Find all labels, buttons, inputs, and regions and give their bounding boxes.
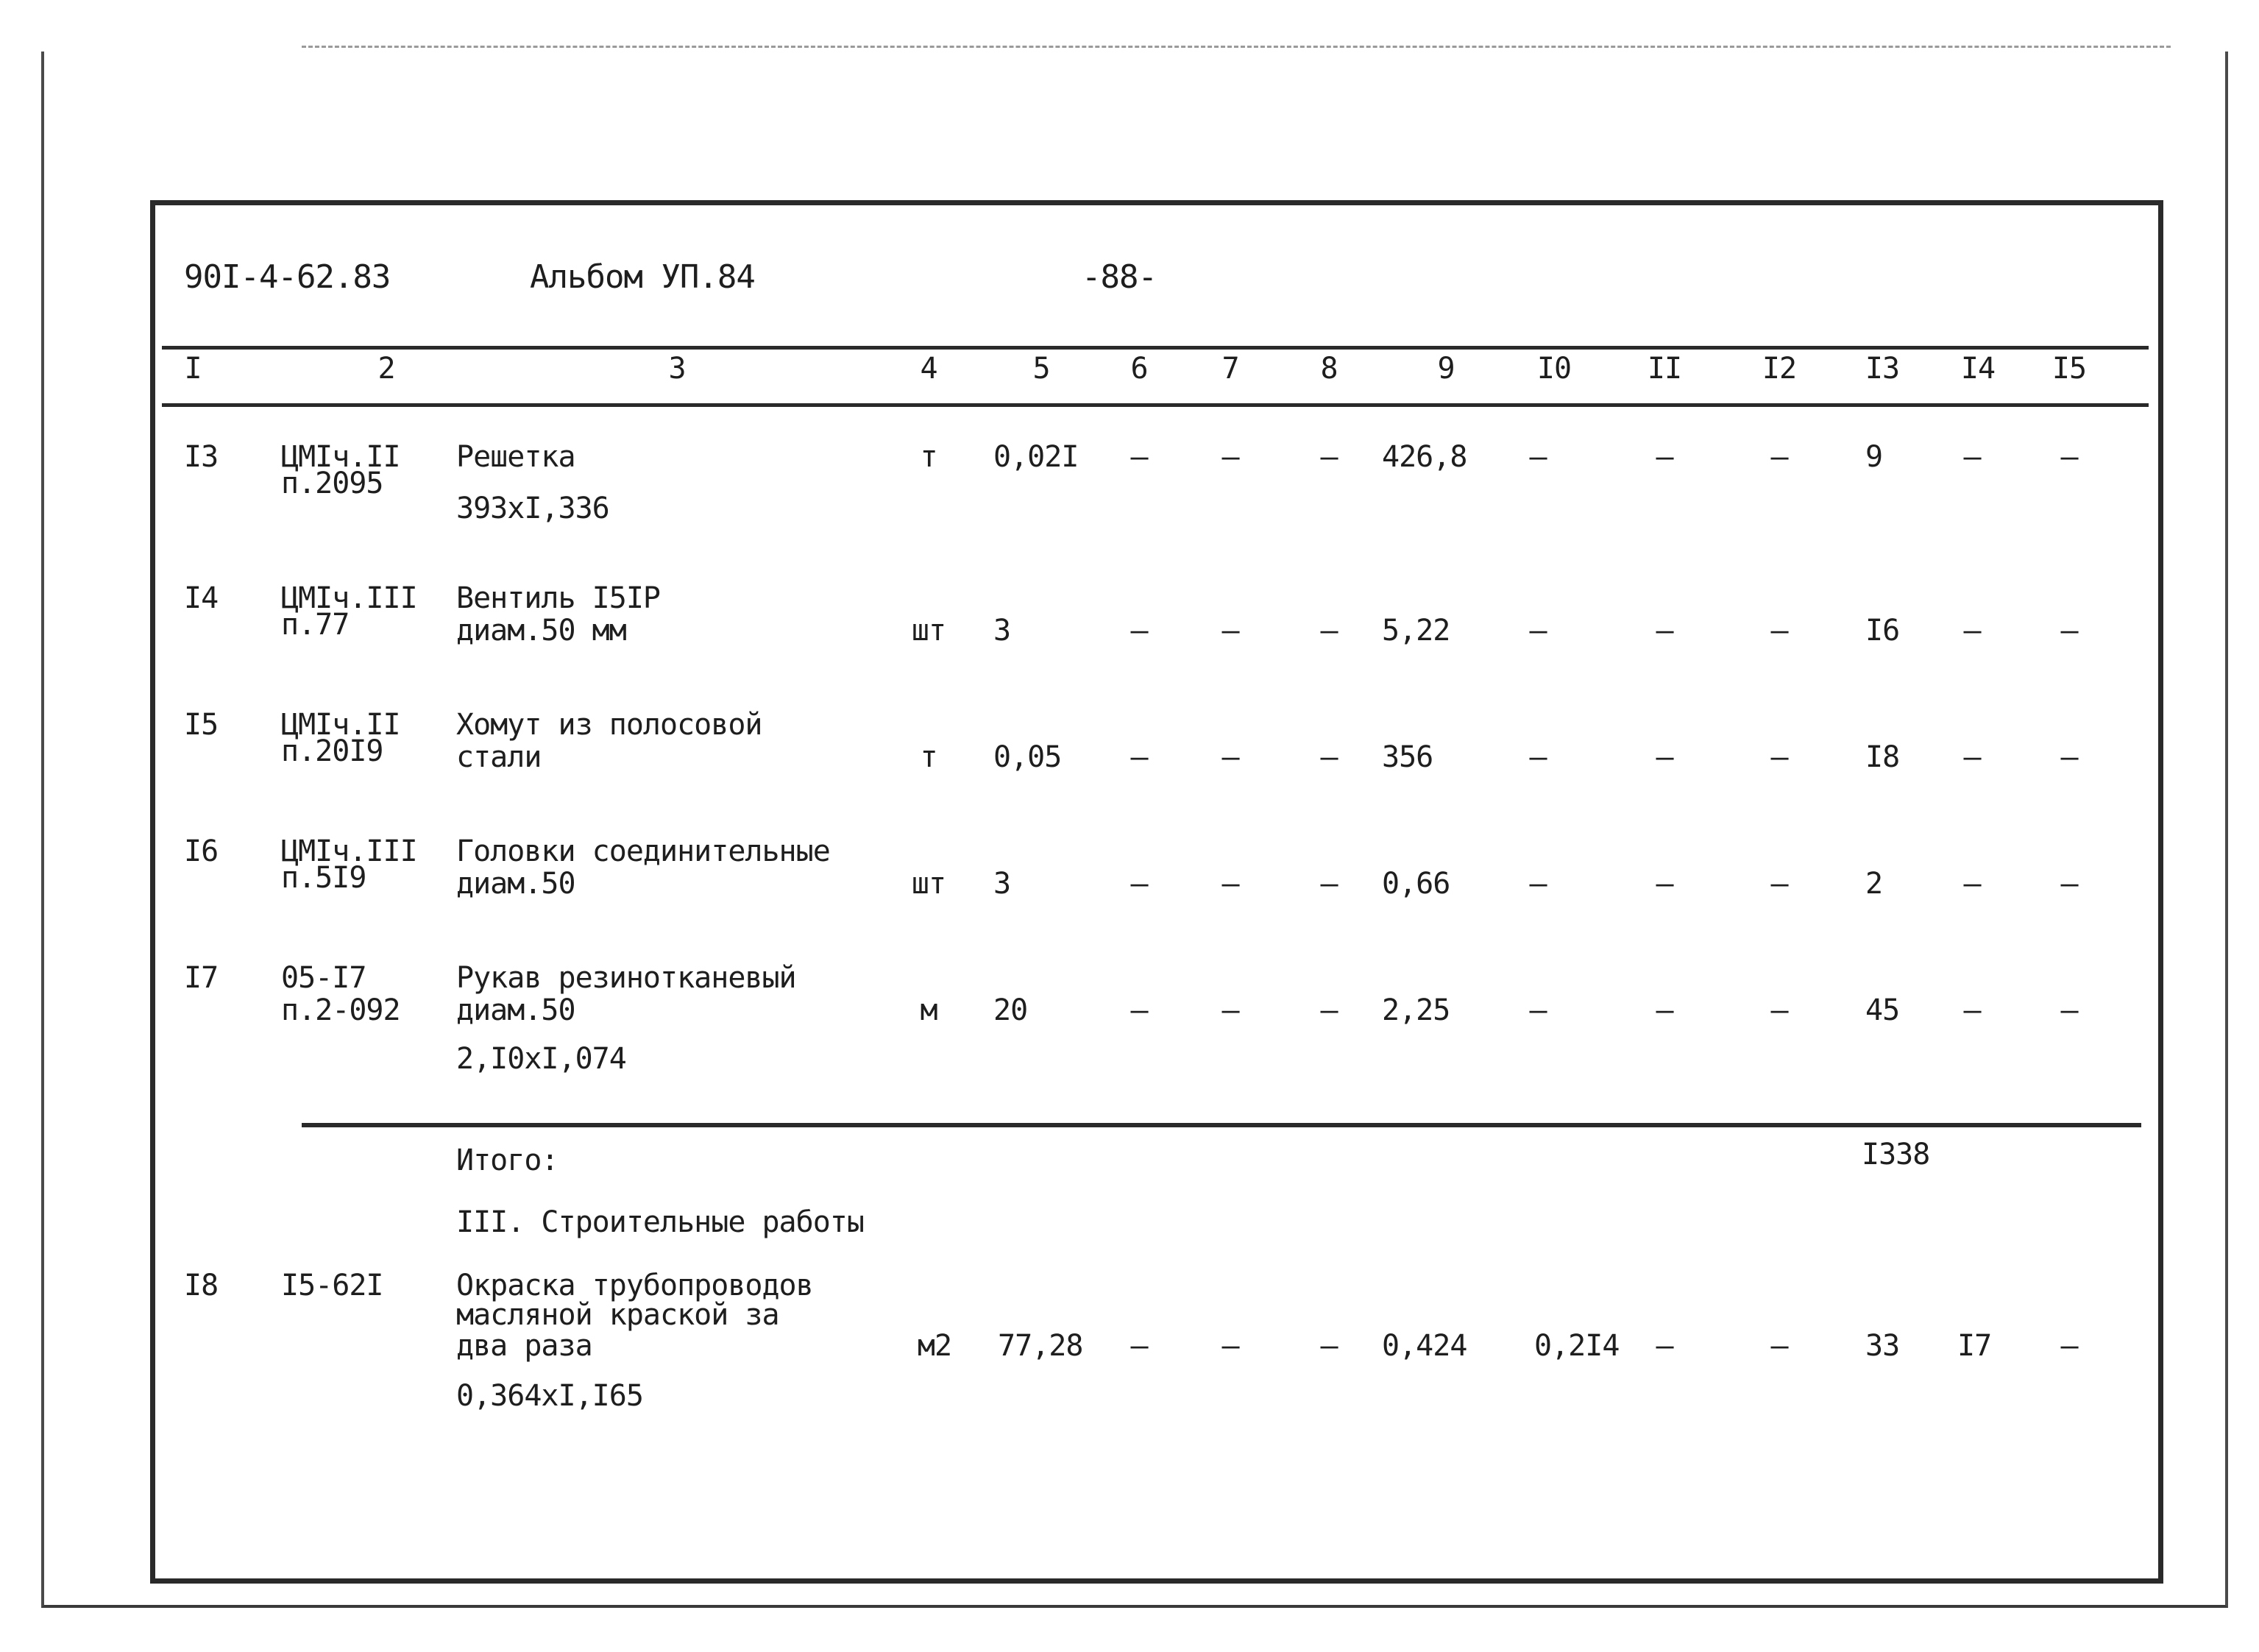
quantity: 3 [993, 614, 1011, 648]
unit: м2 [917, 1329, 952, 1363]
item-name: Головки соединительные [456, 834, 830, 868]
norm-reference: ЦМIч.II [281, 440, 400, 474]
unit: шт [911, 867, 946, 901]
col-14: – [1963, 440, 1981, 474]
col-9: 356 [1382, 740, 1433, 774]
col-11: – [1656, 867, 1673, 901]
row-number: I3 [184, 440, 219, 474]
col-14: – [1963, 867, 1981, 901]
col-13: 33 [1865, 1329, 1900, 1363]
quantity: 3 [993, 867, 1011, 901]
col-12: – [1770, 614, 1788, 648]
col-13: I8 [1865, 740, 1900, 774]
item-calculation: 2,I0хI,074 [456, 1042, 626, 1076]
col-11: – [1656, 440, 1673, 474]
header-rule-bottom [162, 403, 2149, 407]
col-12: – [1770, 993, 1788, 1027]
col-9: 0,66 [1382, 867, 1450, 901]
column-header: I4 [1960, 352, 1996, 386]
quantity: 20 [993, 993, 1028, 1027]
col-15: – [2060, 1329, 2078, 1363]
col-10: – [1529, 993, 1547, 1027]
column-header: I2 [1762, 352, 1797, 386]
col-14: – [1963, 740, 1981, 774]
col-12: – [1770, 1329, 1788, 1363]
item-name: Решетка [456, 440, 575, 474]
column-header: II [1647, 352, 1682, 386]
column-header: 4 [920, 352, 937, 386]
col-15: – [2060, 740, 2078, 774]
column-header: I5 [2051, 352, 2087, 386]
item-name-line2: масляной краской за [456, 1298, 779, 1332]
col-8: – [1320, 993, 1338, 1027]
row-number: I6 [184, 834, 219, 868]
col-13: 9 [1865, 440, 1883, 474]
col-7: – [1221, 1329, 1239, 1363]
header-rule-top [162, 346, 2149, 350]
norm-reference-item: п.2-092 [281, 993, 400, 1027]
column-header: 3 [668, 352, 686, 386]
col-9: 5,22 [1382, 614, 1450, 648]
item-name: Окраска трубопроводов [456, 1269, 813, 1302]
norm-reference: ЦМIч.II [281, 708, 400, 742]
col-9: 426,8 [1382, 440, 1467, 474]
col-12: – [1770, 740, 1788, 774]
col-11: – [1656, 614, 1673, 648]
inner-frame [150, 200, 2163, 1584]
total-rule [302, 1123, 2141, 1127]
col-10: – [1529, 440, 1547, 474]
col-6: – [1130, 993, 1148, 1027]
col-6: – [1130, 614, 1148, 648]
document-code: 90I-4-62.83 [184, 258, 391, 296]
norm-reference-item: п.20I9 [281, 734, 383, 768]
item-calculation: 393хI,336 [456, 492, 609, 525]
col-12: – [1770, 440, 1788, 474]
item-name: Хомут из полосовой [456, 708, 762, 742]
col-15: – [2060, 993, 2078, 1027]
norm-reference-item: п.5I9 [281, 861, 366, 895]
col-15: – [2060, 614, 2078, 648]
col-8: – [1320, 614, 1338, 648]
col-14: – [1963, 993, 1981, 1027]
col-9: 0,424 [1382, 1329, 1467, 1363]
unit: шт [911, 614, 946, 648]
col-13: 2 [1865, 867, 1883, 901]
quantity: 77,28 [998, 1329, 1083, 1363]
col-12: – [1770, 867, 1788, 901]
col-10: – [1529, 740, 1547, 774]
col-7: – [1221, 993, 1239, 1027]
column-header: I [184, 352, 202, 386]
unit: т [920, 740, 937, 774]
item-name: Рукав резинотканевый [456, 961, 796, 995]
col-8: – [1320, 440, 1338, 474]
column-header: 8 [1320, 352, 1338, 386]
col-8: – [1320, 1329, 1338, 1363]
col-13: I6 [1865, 614, 1900, 648]
item-name: Вентиль I5IР [456, 581, 660, 615]
col-15: – [2060, 867, 2078, 901]
col-8: – [1320, 740, 1338, 774]
column-header: 6 [1130, 352, 1148, 386]
col-14: – [1963, 614, 1981, 648]
unit: м [920, 993, 937, 1027]
col-11: – [1656, 993, 1673, 1027]
col-9: 2,25 [1382, 993, 1450, 1027]
top-edge-line [302, 46, 2171, 48]
col-10: – [1529, 614, 1547, 648]
column-header: 7 [1221, 352, 1239, 386]
col-7: – [1221, 614, 1239, 648]
column-header: 9 [1437, 352, 1455, 386]
col-11: – [1656, 1329, 1673, 1363]
col-6: – [1130, 440, 1148, 474]
col-14: I7 [1957, 1329, 1992, 1363]
norm-reference: ЦМIч.III [281, 581, 417, 615]
col-15: – [2060, 440, 2078, 474]
col-10: 0,2I4 [1534, 1329, 1620, 1363]
row-number: I4 [184, 581, 219, 615]
unit: т [920, 440, 937, 474]
col-6: – [1130, 740, 1148, 774]
column-header: I3 [1865, 352, 1900, 386]
norm-reference: I5-62I [281, 1269, 383, 1302]
column-header: 2 [377, 352, 395, 386]
quantity: 0,05 [993, 740, 1062, 774]
col-7: – [1221, 740, 1239, 774]
col-10: – [1529, 867, 1547, 901]
norm-reference: ЦМIч.III [281, 834, 417, 868]
col-6: – [1130, 867, 1148, 901]
col-7: – [1221, 440, 1239, 474]
item-name-line3: два раза [456, 1329, 592, 1363]
col-13: 45 [1865, 993, 1900, 1027]
norm-reference-item: п.77 [281, 608, 350, 642]
total-label: Итого: [456, 1144, 558, 1177]
norm-reference-item: п.2095 [281, 467, 383, 500]
item-name-line2: диам.50 мм [456, 614, 626, 648]
column-header: I0 [1536, 352, 1572, 386]
row-number: I5 [184, 708, 219, 742]
col-7: – [1221, 867, 1239, 901]
row-number: I8 [184, 1269, 219, 1302]
norm-reference: 05-I7 [281, 961, 366, 995]
page-number: -88- [1082, 258, 1157, 296]
section-title: III. Строительные работы [456, 1205, 864, 1239]
col-6: – [1130, 1329, 1148, 1363]
col-8: – [1320, 867, 1338, 901]
item-name-line2: диам.50 [456, 867, 575, 901]
col-11: – [1656, 740, 1673, 774]
row-number: I7 [184, 961, 219, 995]
quantity: 0,02I [993, 440, 1079, 474]
item-calculation: 0,364хI,I65 [456, 1379, 643, 1413]
item-name-line2: стали [456, 740, 542, 774]
total-value: I338 [1862, 1138, 1930, 1171]
album-number: Альбом УП.84 [530, 258, 755, 296]
item-name-line2: диам.50 [456, 993, 575, 1027]
column-header: 5 [1032, 352, 1050, 386]
